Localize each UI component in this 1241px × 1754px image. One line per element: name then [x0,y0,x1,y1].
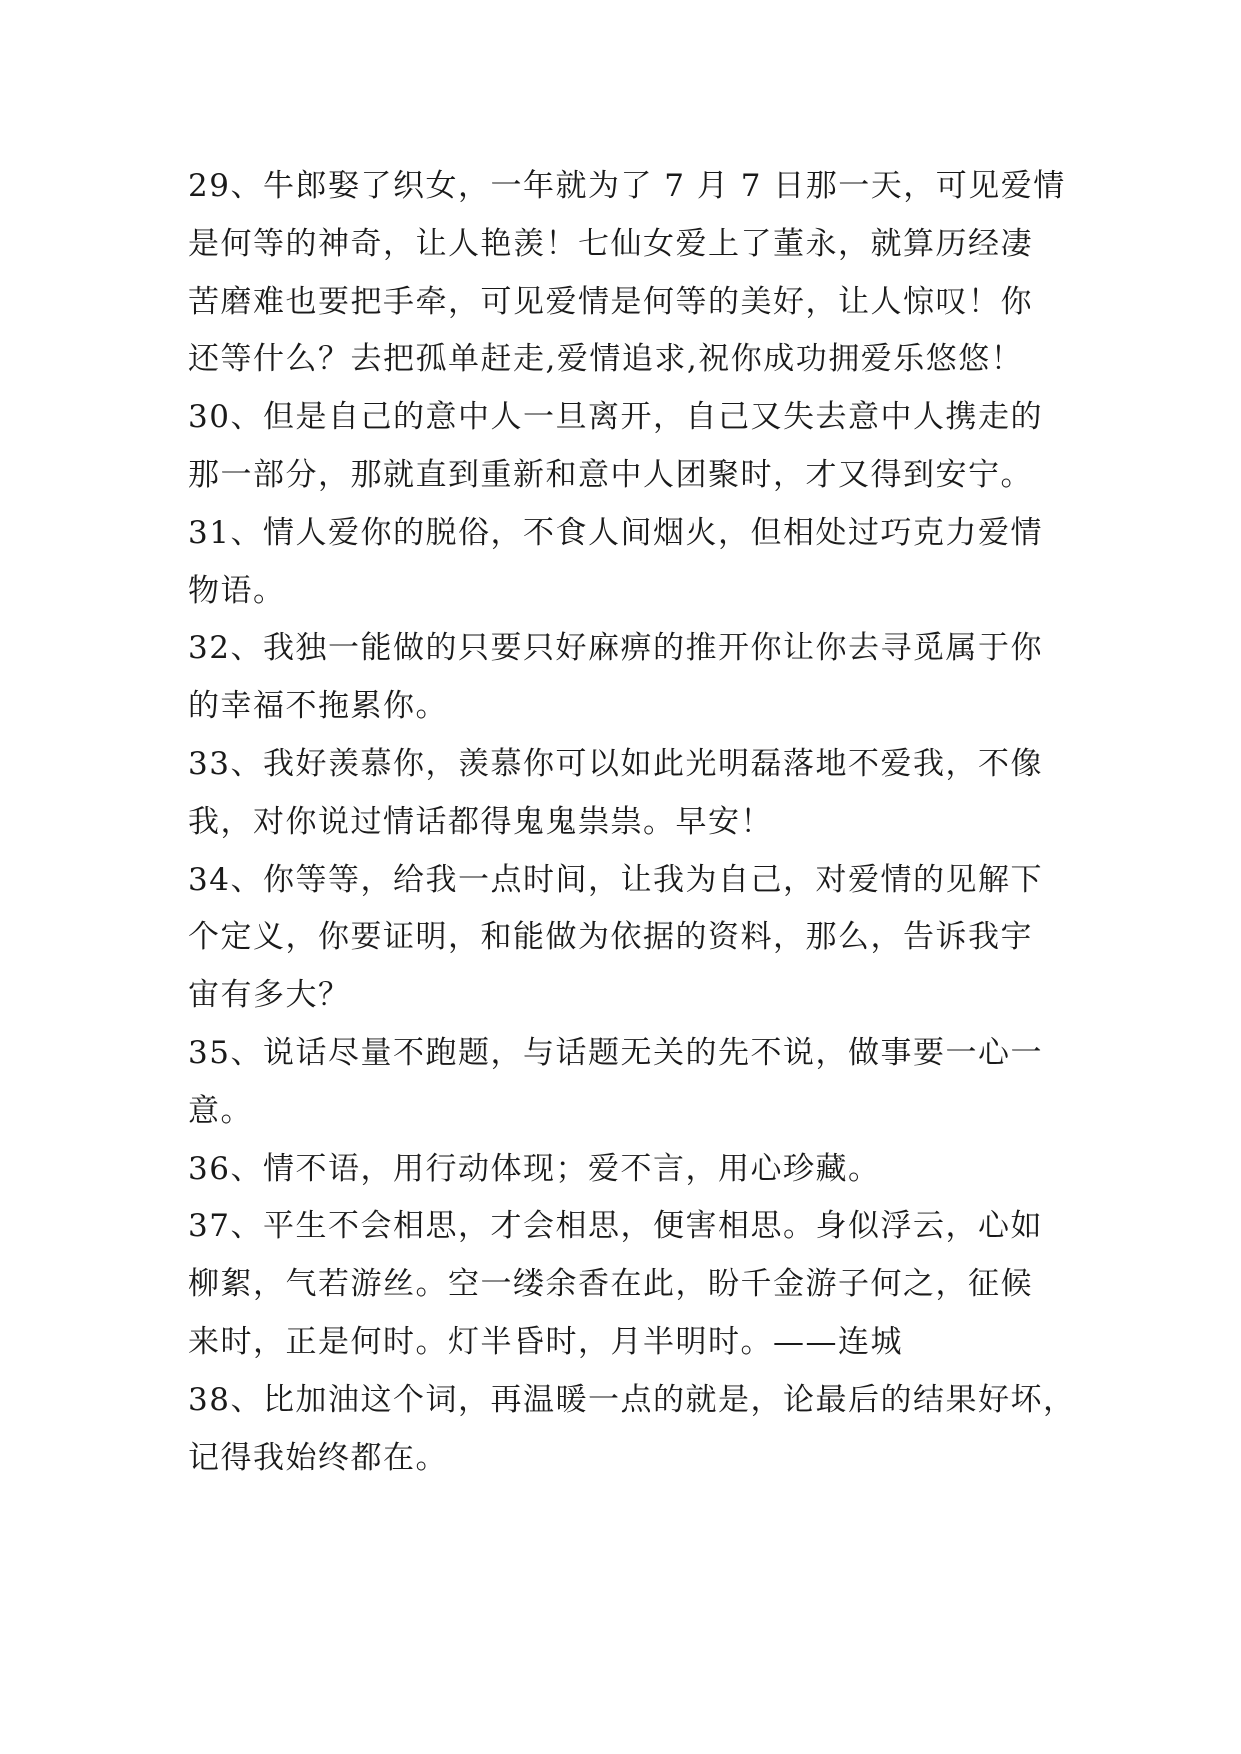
text-line: 柳絮，气若游丝。空一缕余香在此，盼千金游子何之，征候 [188,1266,1033,1303]
text-line: 30、但是自己的意中人一旦离开，自己又失去意中人携走的 [188,399,1043,436]
text-line: 个定义，你要证明，和能做为依据的资料，那么，告诉我宇 [188,919,1033,956]
text-line: 苦磨难也要把手牵，可见爱情是何等的美好，让人惊叹！你 [188,283,1033,320]
text-line: 来时，正是何时。灯半昏时，月半明时。——连城 [188,1323,903,1360]
text-line: 31、情人爱你的脱俗，不食人间烟火，但相处过巧克力爱情 [188,514,1043,551]
text-line: 意。 [188,1092,253,1129]
text-line: 35、说话尽量不跑题，与话题无关的先不说，做事要一心一 [188,1034,1043,1071]
text-line: 宙有多大？ [188,977,351,1014]
text-line: 那一部分，那就直到重新和意中人团聚时，才又得到安宁。 [188,456,1033,493]
text-line: 还等什么？去把孤单赶走,爱情追求,祝你成功拥爱乐悠悠！ [188,341,1024,378]
text-line: 物语。 [188,572,286,609]
text-line: 我，对你说过情话都得鬼鬼祟祟。早安！ [188,803,773,840]
text-line: 的幸福不拖累你。 [188,688,448,725]
text-line: 29、牛郎娶了织女，一年就为了 7 月 7 日那一天，可见爱情 [188,168,1066,204]
text-line: 33、我好羡慕你，羡慕你可以如此光明磊落地不爱我，不像 [188,745,1043,782]
document-body [188,158,1076,1487]
text-line: 38、比加油这个词，再温暖一点的就是，论最后的结果好坏， [188,1381,1076,1418]
text-line: 34、你等等，给我一点时间，让我为自己，对爱情的见解下 [188,861,1043,898]
text-line: 32、我独一能做的只要只好麻痹的推开你让你去寻觅属于你 [188,630,1043,667]
text-line: 是何等的神奇，让人艳羡！七仙女爱上了董永，就算历经凄 [188,225,1033,262]
text-line: 37、平生不会相思，才会相思，便害相思。身似浮云，心如 [188,1208,1043,1245]
text-line: 36、情不语，用行动体现；爱不言，用心珍藏。 [188,1150,881,1187]
text-line: 记得我始终都在。 [188,1439,448,1476]
